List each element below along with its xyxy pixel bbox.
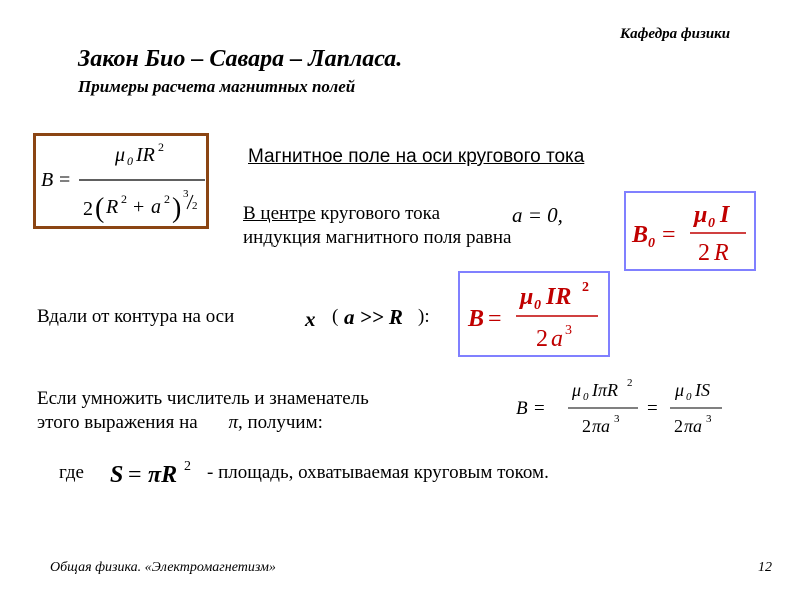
multiply-line-2-end: , получим:	[237, 412, 323, 433]
svg-text:2: 2	[674, 416, 683, 436]
slide-subtitle: Примеры расчета магнитных полей	[78, 77, 356, 96]
svg-text:μ: μ	[520, 284, 534, 310]
svg-text:2: 2	[698, 240, 710, 266]
formula-general-box	[33, 133, 209, 229]
svg-text:0: 0	[708, 216, 715, 231]
svg-text:IR: IR	[546, 284, 572, 310]
svg-text:S: S	[110, 462, 124, 488]
svg-text:2: 2	[627, 377, 633, 389]
center-line-2: индукция магнитного поля равна	[243, 227, 512, 248]
far-text: Вдали от контура на оси	[37, 306, 235, 327]
area-definition: - площадь, охватываемая круговым током.	[207, 462, 549, 483]
svg-text:IR: IR	[136, 144, 155, 166]
svg-text:=: =	[59, 169, 71, 191]
svg-text:2: 2	[184, 459, 191, 474]
svg-text:3: 3	[183, 188, 189, 200]
slide-title: Закон Био – Савара – Лапласа.	[78, 46, 403, 72]
far-paren-close: ):	[418, 306, 430, 327]
svg-text:B: B	[468, 306, 485, 332]
svg-text:μ: μ	[694, 202, 708, 228]
svg-text:R: R	[106, 196, 119, 218]
svg-text:μ: μ	[115, 144, 126, 166]
svg-text:0: 0	[686, 391, 692, 403]
footer-course: Общая физика. «Электромагнетизм»	[50, 560, 276, 575]
formula-far-box	[458, 271, 610, 357]
svg-text:a: a	[551, 326, 563, 352]
svg-text:2: 2	[121, 192, 127, 206]
page-number: 12	[758, 560, 772, 575]
svg-text:μ: μ	[572, 380, 582, 400]
multiply-line-1: Если умножить числитель и знаменатель	[37, 388, 369, 409]
pi-symbol: π	[228, 412, 238, 433]
svg-text:πR: πR	[148, 462, 178, 488]
svg-text:0: 0	[583, 391, 589, 403]
svg-text:3: 3	[614, 413, 620, 425]
formula-center-box	[624, 191, 756, 271]
axis-variable: x	[305, 307, 316, 331]
svg-text:0: 0	[648, 236, 655, 251]
svg-text:IπR: IπR	[592, 380, 619, 400]
svg-text:a: a	[151, 196, 161, 218]
center-underlined: В центре	[243, 203, 316, 224]
multiply-line-2-start: этого выражения на	[37, 412, 198, 433]
svg-text:0: 0	[534, 298, 541, 313]
svg-text:=: =	[488, 306, 502, 332]
center-condition: a = 0,	[512, 203, 563, 227]
department-label: Кафедра физики	[620, 26, 731, 42]
svg-text:πa: πa	[592, 416, 611, 436]
svg-text:B: B	[41, 169, 54, 191]
svg-text:2: 2	[582, 280, 589, 295]
center-line-1	[243, 203, 440, 225]
formula-moment	[512, 374, 728, 444]
svg-text:B: B	[516, 398, 528, 419]
svg-text:): )	[172, 193, 182, 224]
section-heading: Магнитное поле на оси кругового тока	[248, 146, 585, 167]
svg-text:3: 3	[706, 413, 712, 425]
svg-text:2: 2	[582, 416, 591, 436]
svg-text:2: 2	[164, 192, 170, 206]
svg-text:3: 3	[565, 323, 572, 338]
where-label: где	[59, 462, 84, 483]
svg-text:2: 2	[192, 200, 198, 212]
svg-text:+: +	[133, 196, 145, 218]
svg-text:B: B	[632, 222, 649, 248]
svg-text:=: =	[128, 462, 142, 488]
far-condition: a >> R	[344, 305, 403, 329]
svg-text:R: R	[714, 240, 729, 266]
svg-text:2: 2	[83, 198, 93, 220]
svg-text:0: 0	[127, 154, 133, 168]
center-line-1-rest: кругового тока	[315, 203, 441, 224]
multiply-line-2	[37, 412, 323, 434]
svg-text:2: 2	[536, 326, 548, 352]
svg-text:=: =	[662, 222, 676, 248]
svg-text:2: 2	[158, 140, 164, 154]
svg-text:πa: πa	[684, 416, 703, 436]
svg-text:IS: IS	[695, 380, 710, 400]
far-paren-open: (	[332, 306, 339, 327]
svg-text:μ: μ	[675, 380, 685, 400]
formula-area	[108, 454, 208, 492]
svg-text:=: =	[647, 398, 658, 419]
svg-text:=: =	[534, 398, 545, 419]
svg-text:(: (	[95, 193, 105, 224]
svg-text:I: I	[720, 202, 730, 228]
